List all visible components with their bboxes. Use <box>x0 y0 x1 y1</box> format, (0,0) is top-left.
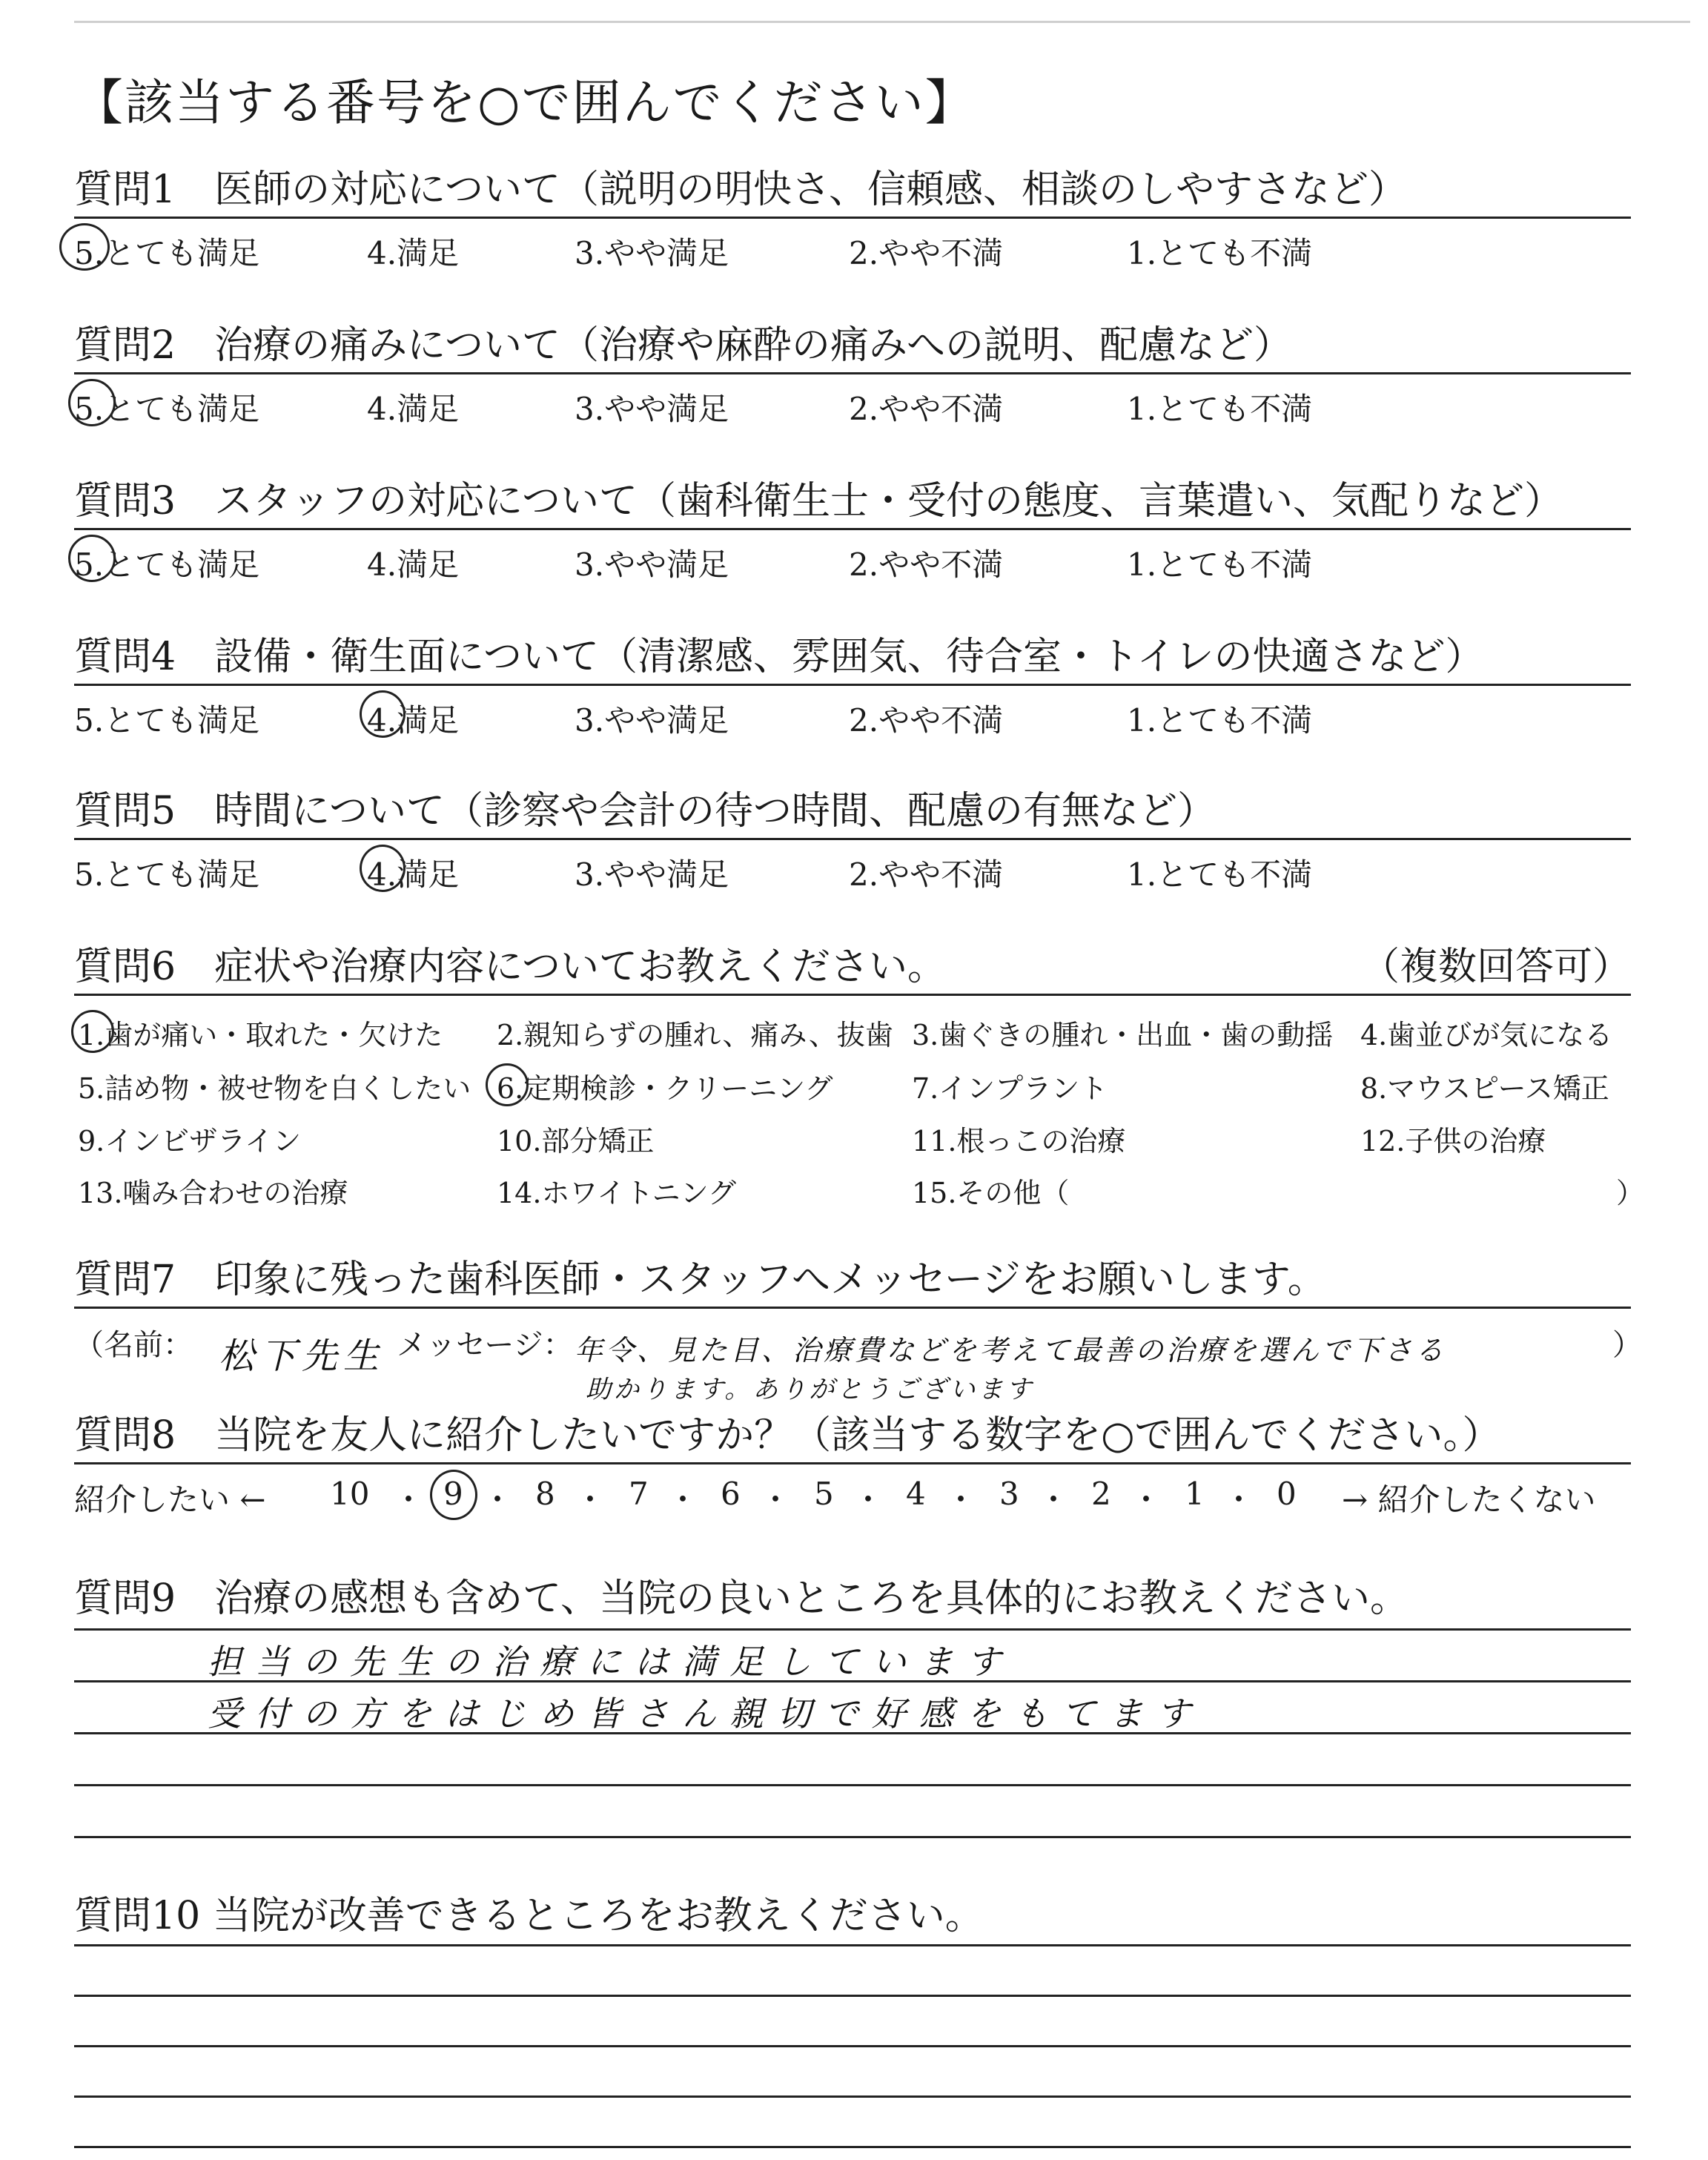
question-4 <box>74 630 1631 738</box>
q9-answer-line-4 <box>74 1784 1631 1786</box>
symptom-item-13[interactable]: 13.噛み合わせの治療 <box>78 1177 348 1209</box>
symptom-item-14[interactable]: 14.ホワイトニング <box>497 1177 737 1209</box>
q1-selection-circle <box>59 223 110 271</box>
q2-option-5[interactable]: 5.とても満足 <box>74 391 260 427</box>
form-heading: 【該当する番号を○で囲んでください】 <box>74 74 976 131</box>
question-7-title: 質問7 印象に残った歯科医師・スタッフへメッセージをお願いします。 <box>74 1258 1326 1302</box>
symptom-item-12[interactable]: 12.子供の治療 <box>1360 1125 1546 1157</box>
question-6-rule <box>74 994 1631 996</box>
question-3 <box>74 475 1631 582</box>
top-border <box>74 21 1690 23</box>
scale-value-9[interactable]: 9 <box>443 1476 463 1512</box>
scale-separator: ・ <box>1131 1482 1162 1518</box>
scale-separator: ・ <box>482 1482 514 1518</box>
scale-value-7[interactable]: 7 <box>629 1476 649 1512</box>
question-9-title: 質問9 治療の感想も含めて、当院の良いところを具体的にお教えください。 <box>74 1576 1409 1621</box>
symptom-item-3[interactable]: 3.歯ぐきの腫れ・出血・歯の動揺 <box>912 1019 1334 1051</box>
scale-value-4[interactable]: 4 <box>906 1476 926 1512</box>
q4-option-1[interactable]: 1.とても不満 <box>1127 702 1313 739</box>
scale-value-0[interactable]: 0 <box>1277 1476 1297 1512</box>
question-5-title: 質問5 時間について（診察や会計の待つ時間、配慮の有無など） <box>74 789 1217 833</box>
question-2-options <box>74 374 1631 426</box>
scale-separator: ・ <box>760 1482 792 1518</box>
scale-value-10[interactable]: 10 <box>330 1476 370 1512</box>
q2-option-2[interactable]: 2.やや不満 <box>849 391 1004 427</box>
scale-value-8[interactable]: 8 <box>535 1476 555 1512</box>
q7-name-handwritten: 松下先生 <box>219 1335 385 1377</box>
scale-separator: ・ <box>667 1482 699 1518</box>
q1-option-5[interactable]: 5.とても満足 <box>74 235 260 271</box>
q5-option-1[interactable]: 1.とても不満 <box>1127 856 1313 893</box>
scale-value-6[interactable]: 6 <box>721 1476 741 1512</box>
question-2-title: 質問2 治療の痛みについて（治療や麻酔の痛みへの説明、配慮など） <box>74 323 1293 368</box>
q7-name-label: （名前： <box>74 1328 193 1362</box>
q4-option-2[interactable]: 2.やや不満 <box>849 702 1004 739</box>
question-4-options <box>74 686 1631 738</box>
q1-option-1[interactable]: 1.とても不満 <box>1127 235 1313 271</box>
scale-separator: ・ <box>945 1482 977 1518</box>
question-10 <box>74 1889 1631 1943</box>
q5-option-5[interactable]: 5.とても満足 <box>74 856 260 893</box>
symptom-item-4[interactable]: 4.歯並びが気になる <box>1360 1019 1613 1051</box>
symptom-item-10[interactable]: 10.部分矯正 <box>497 1125 655 1157</box>
symptom-item-15[interactable]: 15.その他（ <box>912 1177 1070 1209</box>
q1-option-2[interactable]: 2.やや不満 <box>849 235 1004 271</box>
scale-separator: ・ <box>575 1482 606 1518</box>
symptom-other-close: ） <box>1616 1177 1645 1209</box>
q3-option-1[interactable]: 1.とても不満 <box>1127 546 1313 583</box>
q3-option-4[interactable]: 4.満足 <box>367 546 460 583</box>
q4-option-5[interactable]: 5.とても満足 <box>74 702 260 739</box>
q9-answer-handwritten-line2: 受付の方をはじめ皆さん親切で好感をもてます <box>208 1694 1204 1734</box>
q6-selection-circle-6 <box>486 1063 529 1106</box>
q7-message-handwritten-line2: 助かります。ありがとうございます <box>586 1375 1035 1404</box>
q7-message-label: メッセージ： <box>397 1328 573 1362</box>
q3-selection-circle <box>68 535 116 582</box>
question-1-options <box>74 219 1631 271</box>
q2-option-3[interactable]: 3.やや満足 <box>575 391 729 427</box>
symptom-item-2[interactable]: 2.親知らずの腫れ、痛み、抜歯 <box>497 1019 893 1051</box>
q5-option-3[interactable]: 3.やや満足 <box>575 856 729 893</box>
question-8-title: 質問8 当院を友人に紹介したいですか？（該当する数字を○で囲んでください。） <box>74 1413 1501 1458</box>
symptom-item-11[interactable]: 11.根っこの治療 <box>912 1125 1126 1157</box>
scale-value-1[interactable]: 1 <box>1185 1476 1205 1512</box>
scale-value-3[interactable]: 3 <box>999 1476 1019 1512</box>
q2-option-4[interactable]: 4.満足 <box>367 391 460 427</box>
question-7-rule <box>74 1307 1631 1309</box>
question-6-multi-note: （複数回答可） <box>1360 945 1631 989</box>
symptom-item-8[interactable]: 8.マウスピース矯正 <box>1360 1072 1609 1105</box>
question-10-title: 質問10 当院が改善できるところをお教えください。 <box>74 1894 984 1938</box>
q9-answer-line-5 <box>74 1836 1631 1838</box>
question-9 <box>74 1572 1631 1625</box>
question-8 <box>74 1409 1631 1464</box>
scale-separator: ・ <box>853 1482 884 1518</box>
q10-answer-line-3 <box>74 2045 1631 2047</box>
q5-option-2[interactable]: 2.やや不満 <box>849 856 1004 893</box>
symptom-item-5[interactable]: 5.詰め物・被せ物を白くしたい <box>78 1072 471 1105</box>
scale-value-2[interactable]: 2 <box>1091 1476 1111 1512</box>
q2-selection-circle <box>68 379 116 426</box>
q8-selection-circle <box>430 1470 477 1520</box>
q9-answer-handwritten-line1: 担当の先生の治療には満足しています <box>208 1642 1014 1682</box>
q10-answer-line-2 <box>74 1995 1631 1997</box>
question-5 <box>74 785 1631 892</box>
question-6-title <box>74 940 1631 994</box>
symptom-item-9[interactable]: 9.インビザライン <box>78 1125 302 1157</box>
question-6-title-text: 質問6 症状や治療内容についてお教えください。 <box>74 945 947 989</box>
scale-right-label: → 紹介したくない <box>1342 1482 1596 1518</box>
scale-left-label: 紹介したい ← <box>74 1482 266 1518</box>
question-2 <box>74 319 1631 426</box>
q4-option-4[interactable]: 4.満足 <box>367 702 460 739</box>
question-5-options <box>74 840 1631 892</box>
question-6 <box>74 940 1631 996</box>
q2-option-1[interactable]: 1.とても不満 <box>1127 391 1313 427</box>
question-7 <box>74 1253 1631 1309</box>
q3-option-2[interactable]: 2.やや不満 <box>849 546 1004 583</box>
q4-option-3[interactable]: 3.やや満足 <box>575 702 729 739</box>
q10-answer-line-4 <box>74 2095 1631 2098</box>
question-8-rule <box>74 1462 1631 1464</box>
question-4-title: 質問4 設備・衛生面について（清潔感、雰囲気、待合室・トイレの快適さなど） <box>74 635 1484 679</box>
question-1-title: 質問1 医師の対応について（説明の明快さ、信頼感、相談のしやすさなど） <box>74 168 1407 212</box>
q9-answer-line-1 <box>74 1628 1631 1631</box>
scale-separator: ・ <box>1223 1482 1255 1518</box>
q1-option-3[interactable]: 3.やや満足 <box>575 235 729 271</box>
question-3-title: 質問3 スタッフの対応について（歯科衛生士・受付の態度、言葉遣い、気配りなど） <box>74 479 1563 524</box>
scale-value-5[interactable]: 5 <box>814 1476 834 1512</box>
q10-answer-line-5 <box>74 2146 1631 2148</box>
q7-message-handwritten-line1: 年令、見た目、治療費などを考えて最善の治療を選んで下さる <box>575 1334 1447 1367</box>
q3-option-3[interactable]: 3.やや満足 <box>575 546 729 583</box>
q6-selection-circle-1 <box>71 1010 114 1053</box>
question-3-options <box>74 530 1631 582</box>
q5-option-4[interactable]: 4.満足 <box>367 856 460 893</box>
q3-option-5[interactable]: 5.とても満足 <box>74 546 260 583</box>
q10-answer-line-1 <box>74 1944 1631 1946</box>
q5-selection-circle <box>360 845 406 892</box>
q1-option-4[interactable]: 4.満足 <box>367 235 460 271</box>
symptom-item-6[interactable]: 6.定期検診・クリーニング <box>497 1072 833 1105</box>
scale-separator: ・ <box>1038 1482 1070 1518</box>
q4-selection-circle <box>360 690 406 738</box>
symptom-item-7[interactable]: 7.インプラント <box>912 1072 1108 1105</box>
scale-separator: ・ <box>393 1482 425 1518</box>
q7-close-paren: ） <box>1612 1328 1642 1362</box>
symptom-item-1[interactable]: 1.歯が痛い・取れた・欠けた <box>78 1019 443 1051</box>
question-1 <box>74 163 1631 271</box>
